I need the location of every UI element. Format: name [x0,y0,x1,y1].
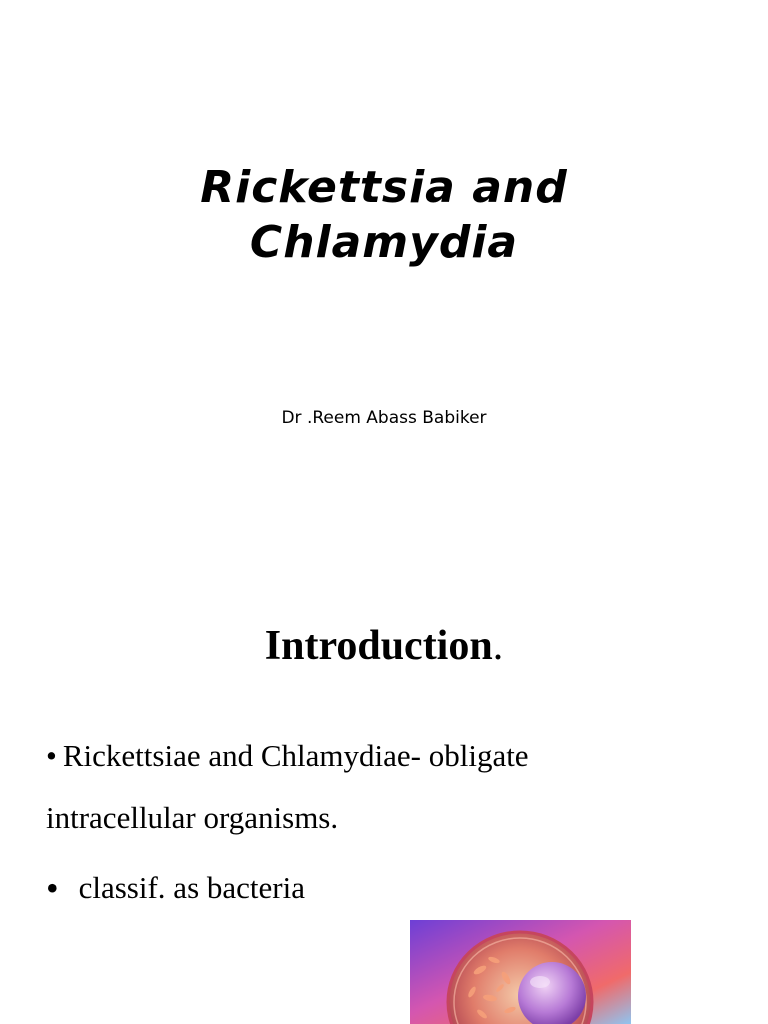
author-name: Dr .Reem Abass Babiker [281,408,487,428]
section-heading [0,622,768,670]
bullet-item-2-text: classif. as bacteria [78,870,305,905]
title-line-2: Chlamydia [249,217,519,268]
title-line-1: Rickettsia and [200,162,568,213]
cell-illustration-icon [410,920,631,1024]
bullet-item-1-continuation: intracellular organisms. [46,800,339,835]
bullet-item-2 [46,870,305,906]
bullet-item-1 [46,738,529,774]
section-heading-dot: . [492,623,504,669]
bullet-item-1-text: Rickettsiae and Chlamydiae- obligate [62,738,529,773]
bullet-icon: • [46,738,57,773]
page-title [0,160,768,270]
section-heading-text: Introduction [264,623,493,669]
bullet-icon: • [46,868,59,908]
